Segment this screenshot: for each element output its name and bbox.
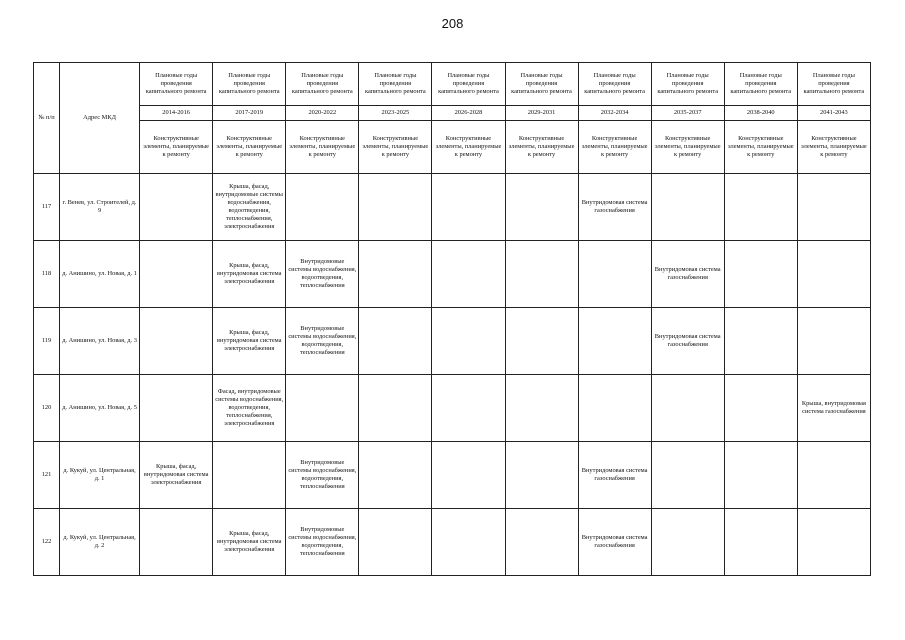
work-cell: Крыша, внутридомовая система газоснабжения — [797, 375, 870, 442]
work-cell — [724, 375, 797, 442]
work-cell — [651, 509, 724, 576]
header-period: 2035-2037 — [651, 106, 724, 121]
header-row-plan — [34, 63, 871, 106]
header-elements-label: Конструктивные элементы, планируемые к ремонту — [797, 121, 870, 174]
table-row — [34, 308, 871, 375]
header-period: 2017-2019 — [213, 106, 286, 121]
work-cell — [359, 174, 432, 241]
header-address: Адрес МКД — [60, 63, 140, 174]
work-cell — [724, 241, 797, 308]
header-period: 2029-2031 — [505, 106, 578, 121]
header-plan-label: Плановые годы проведения капитального ремонта — [651, 63, 724, 106]
header-period: 2032-2034 — [578, 106, 651, 121]
page-number: 208 — [441, 16, 464, 31]
work-cell — [140, 375, 213, 442]
row-address: д. Кукуй, ул. Центральная, д. 1 — [60, 442, 140, 509]
header-plan-label: Плановые годы проведения капитального ремонта — [797, 63, 870, 106]
work-cell: Крыша, фасад, внутридомовая система электроснабжения — [213, 509, 286, 576]
header-period: 2041-2043 — [797, 106, 870, 121]
work-cell — [140, 308, 213, 375]
header-period: 2023-2025 — [359, 106, 432, 121]
capital-repair-schedule-table — [33, 62, 871, 576]
header-elements-label: Конструктивные элементы, планируемые к ремонту — [286, 121, 359, 174]
work-cell: Крыша, фасад, внутридомовая система электроснабжения — [213, 241, 286, 308]
row-address: д. Анишино, ул. Новая, д. 5 — [60, 375, 140, 442]
row-address: д. Анишино, ул. Новая, д. 3 — [60, 308, 140, 375]
work-cell — [140, 241, 213, 308]
work-cell — [359, 375, 432, 442]
header-plan-label: Плановые годы проведения капитального ремонта — [286, 63, 359, 106]
work-cell — [140, 174, 213, 241]
work-cell: Внутридомовая система газоснабжения — [651, 308, 724, 375]
header-elements-label: Конструктивные элементы, планируемые к ремонту — [505, 121, 578, 174]
row-address: д. Анишино, ул. Новая, д. 1 — [60, 241, 140, 308]
header-period: 2020-2022 — [286, 106, 359, 121]
header-elements-label: Конструктивные элементы, планируемые к ремонту — [724, 121, 797, 174]
work-cell — [505, 174, 578, 241]
header-elements-label: Конструктивные элементы, планируемые к ремонту — [140, 121, 213, 174]
work-cell: Внутридомовая система газоснабжения — [578, 174, 651, 241]
table-row — [34, 509, 871, 576]
work-cell — [432, 241, 505, 308]
work-cell — [359, 509, 432, 576]
header-plan-label: Плановые годы проведения капитального ремонта — [724, 63, 797, 106]
work-cell — [797, 174, 870, 241]
header-elements-label: Конструктивные элементы, планируемые к ремонту — [651, 121, 724, 174]
work-cell: Внутридомовая система газоснабжения — [578, 509, 651, 576]
header-elements-label: Конструктивные элементы, планируемые к ремонту — [213, 121, 286, 174]
work-cell — [432, 375, 505, 442]
work-cell — [505, 442, 578, 509]
work-cell — [651, 442, 724, 509]
work-cell: Фасад, внутридомовые системы водоснабжения, водоотведения, теплоснабжения, электроснабжения — [213, 375, 286, 442]
row-address: г. Венев, ул. Строителей, д. 9 — [60, 174, 140, 241]
work-cell — [797, 509, 870, 576]
work-cell — [724, 308, 797, 375]
work-cell: Крыша, фасад, внутридомовая система электроснабжения — [213, 308, 286, 375]
header-period: 2026-2028 — [432, 106, 505, 121]
work-cell: Крыша, фасад, внутридомовые системы водоснабжения, водоотведения, теплоснабжения, электроснабжения — [213, 174, 286, 241]
header-num: № п/п — [34, 63, 60, 174]
row-number: 117 — [34, 174, 60, 241]
header-elements-label: Конструктивные элементы, планируемые к ремонту — [578, 121, 651, 174]
header-period: 2014-2016 — [140, 106, 213, 121]
row-number: 121 — [34, 442, 60, 509]
work-cell — [578, 308, 651, 375]
work-cell — [505, 509, 578, 576]
table-row — [34, 442, 871, 509]
header-row-periods — [34, 106, 871, 121]
work-cell — [359, 308, 432, 375]
work-cell — [286, 375, 359, 442]
table-row — [34, 174, 871, 241]
work-cell — [724, 174, 797, 241]
work-cell — [286, 174, 359, 241]
work-cell: Внутридомовые системы водоснабжения, водоотведения, теплоснабжения — [286, 241, 359, 308]
row-number: 118 — [34, 241, 60, 308]
work-cell — [505, 308, 578, 375]
work-cell — [578, 375, 651, 442]
work-cell: Внутридомовые системы водоснабжения, водоотведения, теплоснабжения — [286, 509, 359, 576]
work-cell — [432, 308, 505, 375]
row-address: д. Кукуй, ул. Центральная, д. 2 — [60, 509, 140, 576]
work-cell — [505, 241, 578, 308]
work-cell — [724, 509, 797, 576]
work-cell: Внутридомовая система газоснабжения — [578, 442, 651, 509]
work-cell — [213, 442, 286, 509]
table-row — [34, 241, 871, 308]
work-cell — [797, 308, 870, 375]
header-row-elements — [34, 121, 871, 174]
header-plan-label: Плановые годы проведения капитального ремонта — [578, 63, 651, 106]
work-cell — [505, 375, 578, 442]
work-cell: Крыша, фасад, внутридомовая система электроснабжения — [140, 442, 213, 509]
row-number: 120 — [34, 375, 60, 442]
work-cell — [724, 442, 797, 509]
work-cell — [578, 241, 651, 308]
header-elements-label: Конструктивные элементы, планируемые к ремонту — [432, 121, 505, 174]
work-cell — [432, 174, 505, 241]
work-cell — [432, 442, 505, 509]
row-number: 119 — [34, 308, 60, 375]
header-plan-label: Плановые годы проведения капитального ремонта — [432, 63, 505, 106]
work-cell: Внутридомовые системы водоснабжения, водоотведения, теплоснабжения — [286, 442, 359, 509]
work-cell — [359, 442, 432, 509]
header-plan-label: Плановые годы проведения капитального ремонта — [213, 63, 286, 106]
work-cell — [432, 509, 505, 576]
header-plan-label: Плановые годы проведения капитального ремонта — [505, 63, 578, 106]
header-elements-label: Конструктивные элементы, планируемые к ремонту — [359, 121, 432, 174]
header-plan-label: Плановые годы проведения капитального ремонта — [140, 63, 213, 106]
work-cell — [359, 241, 432, 308]
work-cell — [651, 174, 724, 241]
header-plan-label: Плановые годы проведения капитального ремонта — [359, 63, 432, 106]
work-cell — [797, 442, 870, 509]
work-cell — [140, 509, 213, 576]
work-cell — [797, 241, 870, 308]
header-period: 2038-2040 — [724, 106, 797, 121]
work-cell — [651, 375, 724, 442]
table-row — [34, 375, 871, 442]
row-number: 122 — [34, 509, 60, 576]
work-cell: Внутридомовые системы водоснабжения, водоотведения, теплоснабжения — [286, 308, 359, 375]
work-cell: Внутридомовая система газоснабжения — [651, 241, 724, 308]
